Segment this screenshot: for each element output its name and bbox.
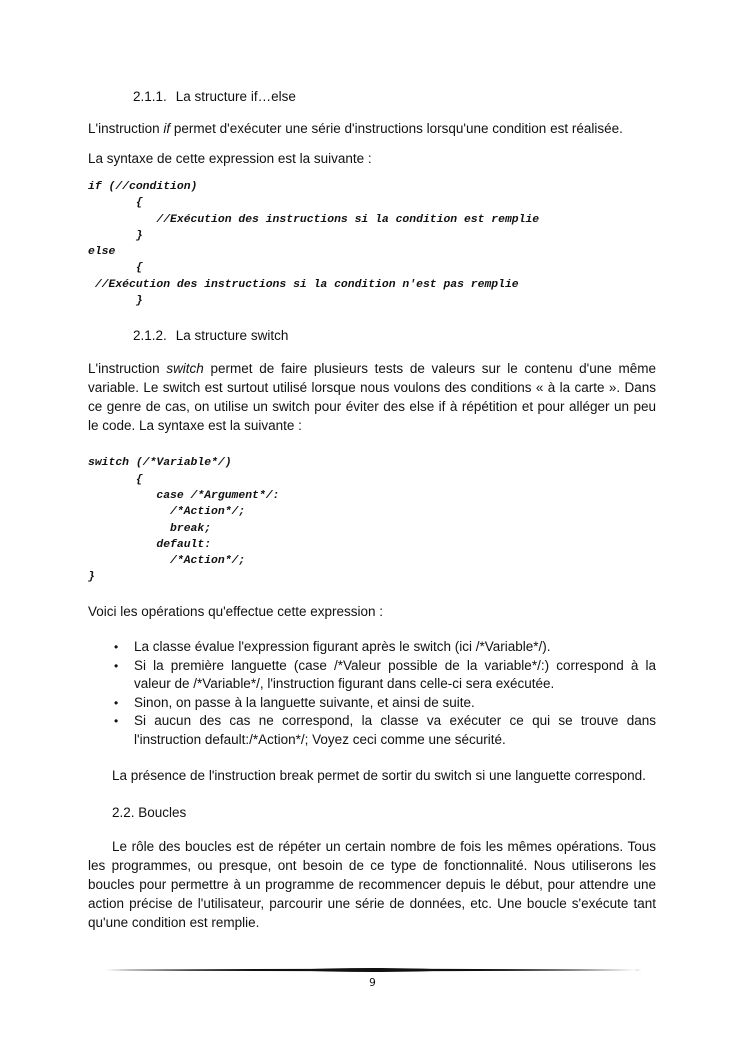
list-item-text: La classe évalue l'expression figurant après le switch (ici /*Variable*/).: [134, 639, 551, 654]
switch-paragraph: [88, 359, 656, 435]
code-line: /*Action*/;: [88, 555, 246, 567]
if-syntax-intro: La syntaxe de cette expression est la suivante :: [88, 151, 372, 166]
bullet-icon: •: [114, 695, 119, 710]
code-line: }: [88, 230, 143, 242]
code-line: if (//condition): [88, 181, 198, 193]
code-line: {: [88, 197, 143, 209]
code-line: //Exécution des instructions si la condition est remplie: [88, 214, 540, 226]
code-line: case /*Argument*/:: [88, 490, 280, 502]
list-item-text: Si la première languette (case /*Valeur possible de la variable*/:) correspond à la valeur de /*Variable*/, l'instruction figurant dans celle-ci sera exécutée.: [134, 657, 656, 691]
list-item: [114, 638, 656, 657]
list-item: [114, 694, 656, 713]
code-line: default:: [88, 539, 212, 551]
code-line: break;: [88, 523, 212, 535]
operations-intro: Voici les opérations qu'effectue cette expression :: [88, 604, 384, 619]
switch-keyword: switch: [166, 361, 204, 376]
if-keyword: if: [163, 121, 171, 136]
code-line: }: [88, 295, 143, 307]
switch-paragraph-start: L'instruction: [88, 361, 167, 376]
heading-switch: [133, 327, 288, 345]
code-line: //Exécution des instructions si la condition n'est pas remplie: [88, 279, 519, 291]
heading-if-else: [133, 88, 296, 106]
heading-switch-title: La structure switch: [175, 328, 289, 343]
break-note: La présence de l'instruction break permet de sortir du switch si une languette correspond.: [112, 768, 646, 783]
list-item: [114, 712, 656, 749]
heading-switch-number: 2.1.2.: [133, 328, 167, 343]
heading-if-else-number: 2.1.1.: [133, 89, 167, 104]
footer-divider: [105, 966, 642, 974]
code-line: }: [88, 571, 95, 583]
bullet-icon: •: [114, 714, 119, 728]
list-item: [114, 657, 656, 694]
bullet-icon: •: [114, 658, 119, 673]
switch-paragraph-end: permet de faire plusieurs tests de valeurs sur le contenu d'une même variable. Le switch est surtout utilisé lorsque nous voulons des conditions « à la carte ». Dans ce genre de cas, on utilise un switch pour éviter des else if à répétition et pour alléger un peu le code. La syntaxe est la suivante :: [88, 361, 656, 433]
heading-loops: 2.2. Boucles: [112, 805, 187, 820]
code-line: {: [88, 262, 143, 274]
if-intro-text-start: L'instruction: [88, 121, 164, 136]
code-line: else: [88, 246, 116, 258]
heading-if-else-title: La structure if…else: [175, 89, 296, 104]
list-item-text: Sinon, on passe à la languette suivante, et ainsi de suite.: [134, 694, 475, 710]
if-intro-text-end: permet d'exécuter une série d'instructions lorsqu'une condition est réalisée.: [170, 121, 623, 136]
code-line: {: [88, 474, 143, 486]
list-item-text: Si aucun des cas ne correspond, la classe va exécuter ce qui se trouve dans l'instruction default:/*Action*/; Voyez ceci comme une sécurité.: [134, 713, 656, 747]
bullet-icon: •: [114, 640, 119, 654]
operations-list: [114, 638, 656, 749]
code-line: /*Action*/;: [88, 506, 246, 518]
if-intro-paragraph: [88, 120, 623, 138]
code-line: switch (/*Variable*/): [88, 457, 232, 469]
loops-paragraph: Le rôle des boucles est de répéter un certain nombre de fois les mêmes opérations. Tous les programmes, ou presque, ont besoin de ce type de fonctionnalité. Nous utiliserons les boucles pour permettre à un programme de recommencer depuis le début, pour attendre une action précise de l'utilisateur, parcourir une série de données, etc. Une boucle s'exécute tant qu'une condition est remplie.: [88, 839, 656, 930]
page-number: 9: [369, 977, 376, 989]
